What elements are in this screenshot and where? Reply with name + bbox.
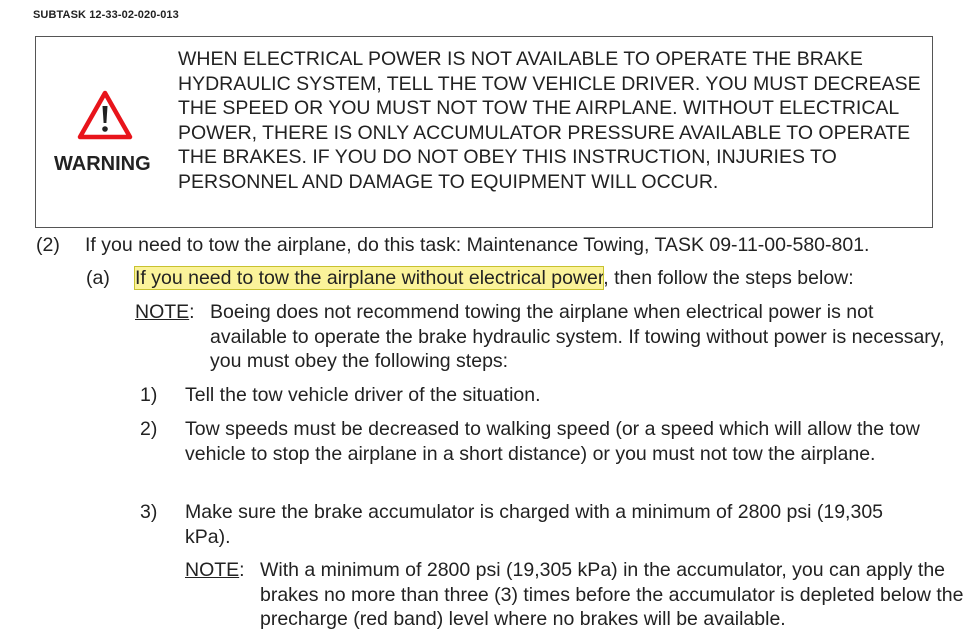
note-1-label: [135, 300, 195, 325]
step-2-text: If you need to tow the airplane, do this task: Maintenance Towing, TASK 09-11-00-580-801.: [85, 234, 870, 256]
warning-box: [35, 36, 933, 228]
step-1-number: 1): [140, 384, 158, 406]
note-label: NOTE: [185, 559, 240, 581]
step-a-text: [135, 266, 965, 291]
note-2-label: [185, 558, 245, 583]
warning-text: WHEN ELECTRICAL POWER IS NOT AVAILABLE TO OPERATE THE BRAKE HYDRAULIC SYSTEM, TELL THE TOW VEHICLE DRIVER. YOU MUST DECREASE THE SPEED OR YOU MUST NOT TOW THE AIRPLANE. WITHOUT ELECTRICAL POWER, THERE IS ONLY ACCUMULATOR PRESSURE AVAILABLE TO OPERATE THE BRAKES. IF YOU DO NOT OBEY THIS INSTRUCTION, INJURIES TO PERSONNEL AND DAMAGE TO EQUIPMENT WILL OCCUR.: [178, 48, 921, 193]
warning-label: WARNING: [54, 153, 151, 175]
step-1-text: Tell the tow vehicle driver of the situation.: [185, 384, 541, 406]
warning-triangle-icon: [77, 89, 133, 141]
note-label: NOTE: [135, 301, 190, 323]
step-2-number: (2): [36, 234, 60, 256]
step-a-number: (a): [86, 267, 110, 289]
step-2-sub-number: 2): [140, 418, 158, 440]
subtask-id: SUBTASK 12-33-02-020-013: [33, 9, 179, 21]
step-3-text: Make sure the brake accumulator is charged with a minimum of 2800 psi (19,305 kPa).: [185, 501, 884, 548]
note-colon: :: [189, 301, 195, 323]
step-a-rest: , then follow the steps below:: [603, 267, 854, 289]
note-colon: :: [239, 559, 245, 581]
step-2-sub-text: Tow speeds must be decreased to walking speed (or a speed which will allow the tow vehicle to stop the airplane in a short distance) or you must not tow the airplane.: [185, 418, 920, 465]
note-2-text: With a minimum of 2800 psi (19,305 kPa) in the accumulator, you can apply the brakes no more than three (3) times before the accumulator is depleted below the precharge (red band) level where no brakes will be available.: [260, 559, 964, 631]
note-1-text: Boeing does not recommend towing the airplane when electrical power is not available to operate the brake hydraulic system. If towing without power is necessary, you must obey the following steps:: [210, 301, 945, 373]
highlighted-text: If you need to tow the airplane without electrical power: [135, 267, 604, 289]
step-3-number: 3): [140, 501, 158, 523]
